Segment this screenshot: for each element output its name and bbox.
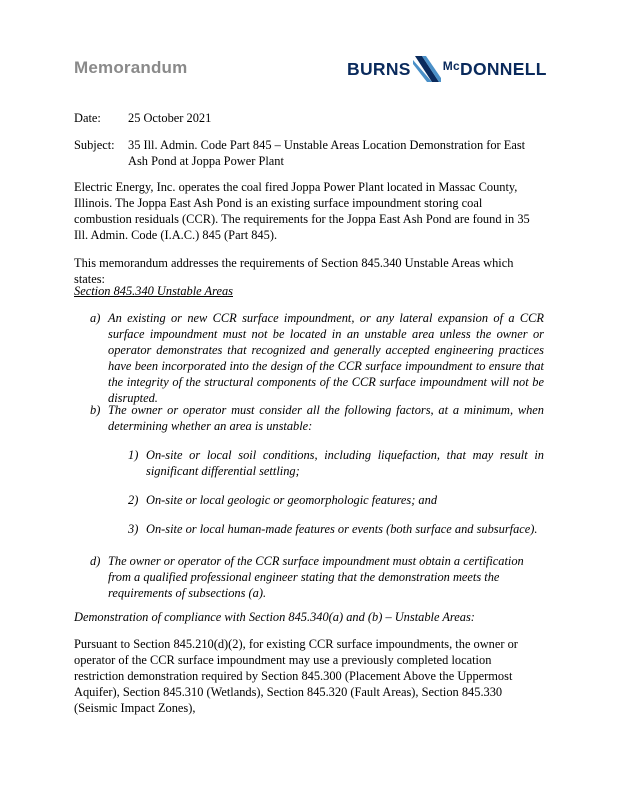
item-b: [90, 402, 544, 434]
sub-item-2-text: On-site or local geologic or geomorphologic features; and: [146, 493, 438, 507]
section-heading: Section 845.340 Unstable Areas: [74, 284, 233, 298]
date-row: [74, 110, 546, 126]
closing-paragraph: Pursuant to Section 845.210(d)(2), for existing CCR surface impoundments, the owner or operator of the CCR surface impoundment may use a previously completed location restriction demonstration required by Section 845.300 (Placement Above the Uppermost Aquifer), Section 845.310 (Wetlands), Section 845.320 (Fault Areas), Section 845.330 (Seismic Impact Zones),: [74, 637, 518, 715]
subject-value: 35 Ill. Admin. Code Part 845 – Unstable Areas Location Demonstration for East Ash Pond at Joppa Power Plant: [128, 138, 526, 168]
sub-item-3-text: On-site or local human-made features or events (both surface and subsurface).: [146, 522, 538, 536]
compliance-heading: Demonstration of compliance with Section 845.340(a) and (b) – Unstable Areas:: [74, 610, 475, 624]
subject-row: [74, 137, 546, 169]
intro-paragraph: Electric Energy, Inc. operates the coal fired Joppa Power Plant located in Massac County, Illinois. The Joppa East Ash Pond is an existing surface impoundment storing coal combustion residuals (CCR). The requirements for the Joppa East Ash Pond are found in 35 Ill. Admin. Code (I.A.C.) 845 (Part 845).: [74, 180, 530, 242]
sub-item-1-text: On-site or local soil conditions, including liquefaction, that may result in significant differential settling;: [146, 448, 544, 478]
subject-label: Subject:: [74, 138, 115, 152]
item-b-text: The owner or operator must consider all the following factors, at a minimum, when determining whether an area is unstable:: [108, 403, 544, 433]
sub-item-3-marker: 3): [128, 522, 139, 536]
item-a-text: An existing or new CCR surface impoundment, or any lateral expansion of a CCR surface impoundment must not be located in an unstable area unless the owner or operator demonstrates that recognized and generally accepted engineering practices have been incorporated into the design of the CCR surface impoundment to ensure that the integrity of the structural components of the CCR surface impoundment will not be disrupted.: [108, 311, 544, 405]
item-d: [90, 553, 534, 601]
sub-item-2-marker: 2): [128, 493, 139, 507]
sub-item-3: [128, 521, 558, 537]
logo-slash-icon: [413, 54, 441, 84]
item-b-marker: b): [90, 403, 101, 417]
date-value: 25 October 2021: [128, 111, 212, 125]
memo-title: Memorandum: [74, 58, 188, 77]
sub-item-2: [128, 492, 544, 508]
item-a: [90, 310, 544, 406]
sub-item-1: [128, 447, 544, 479]
logo-donnell: DONNELL: [460, 58, 547, 79]
company-logo: [347, 54, 547, 84]
purpose-paragraph: This memorandum addresses the requirements of Section 845.340 Unstable Areas which states:: [74, 256, 514, 286]
logo-word-burns: BURNS: [347, 58, 411, 79]
logo-word-mcdonnell: [443, 59, 547, 80]
item-a-marker: a): [90, 311, 101, 325]
date-label: Date:: [74, 111, 101, 125]
sub-item-1-marker: 1): [128, 448, 139, 462]
logo-mc: Mc: [442, 58, 461, 73]
item-d-text: The owner or operator of the CCR surface impoundment must obtain a certification from a qualified professional engineer stating that the demonstration meets the requirements of subsections (a).: [108, 554, 524, 600]
item-d-marker: d): [90, 554, 101, 568]
